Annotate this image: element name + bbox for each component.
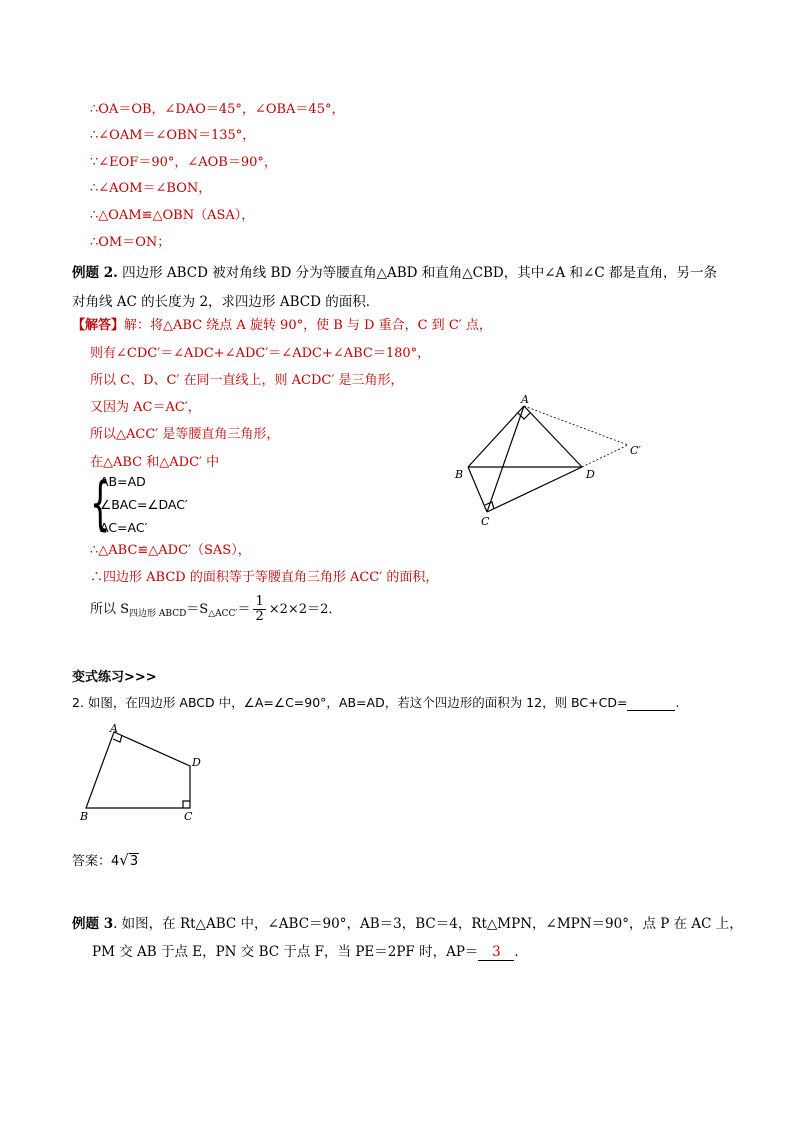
example3-line-2	[92, 940, 528, 961]
label-d: D	[192, 756, 201, 769]
label-a: A	[521, 393, 529, 406]
proof-line-6: ∴OM＝ON；	[90, 235, 171, 250]
area-sub-quad: 四边形 ABCD	[129, 609, 187, 619]
example2-figure	[448, 392, 658, 530]
answer-coefficient: 4	[111, 854, 120, 869]
answer-blank	[627, 695, 675, 711]
label-c: C	[184, 810, 193, 823]
example3-answer: 3	[478, 944, 514, 961]
square-root	[119, 851, 139, 869]
area-tail: ×2×2＝2．	[268, 602, 342, 617]
variant-figure	[76, 720, 206, 826]
example2-text-1: 四边形 ABCD 被对角线 BD 分为等腰直角△ABD 和直角△CBD，其中∠A 和∠C 都是直角，另一条	[122, 265, 717, 281]
area-eq2: ＝	[237, 602, 251, 617]
solution-step-1: 则有∠CDC′＝∠ADC+∠ADC′＝∠ADC+∠ABC＝180°，	[90, 346, 431, 361]
example3-text-2: PM 交 AB 于点 E，PN 交 BC 于点 F，当 PE＝2PF 时，AP＝	[92, 944, 479, 960]
label-b: B	[80, 810, 89, 823]
variant-answer	[72, 850, 139, 869]
area-eq: ＝S	[186, 602, 209, 617]
variant-question-end: .	[675, 695, 680, 710]
proof-line-3: ∵∠EOF＝90°，∠AOB＝90°，	[90, 155, 277, 170]
solution-after-2: ∴四边形 ABCD 的面积等于等腰直角三角形 ACC′ 的面积，	[90, 570, 439, 585]
proof-line-2: ∴∠OAM＝∠OBN＝135°，	[90, 128, 256, 143]
example3-text-1: . 如图，在 Rt△ABC 中，∠ABC＝90°，AB＝3，BC＝4，Rt△MPN，∠MPN＝90°，点 P 在 AC 上，	[113, 916, 743, 932]
proof-line-4: ∴∠AOM＝∠BON，	[90, 181, 212, 196]
answer-intro: 解：将△ABC 绕点 A 旋转 90°，使 B 与 D 重合，C 到 C′ 点，	[124, 318, 492, 333]
label-d: D	[586, 468, 595, 481]
example3-label: 例题 3	[72, 916, 114, 932]
variant-heading: 变式练习>>>	[72, 670, 157, 685]
example2-line-2: 对角线 AC 的长度为 2，求四边形 ABCD 的面积．	[72, 294, 380, 310]
quadrilateral-abcd	[86, 732, 190, 808]
sqrt-sign: √	[119, 851, 129, 869]
label-c-prime: C′	[630, 444, 641, 457]
fraction-denominator: 2	[255, 609, 264, 624]
diagonal-ac	[487, 406, 524, 512]
congruence-system	[90, 469, 230, 538]
answer-label: 答案：	[72, 854, 112, 869]
example2-line-1	[72, 261, 717, 281]
dotted-line-ac-prime	[524, 406, 628, 445]
edge-ab	[468, 406, 524, 467]
solution-step-2: 所以 C、D、C′ 在同一直线上，则 ACDC′ 是三角形，	[90, 373, 404, 388]
solution-after-1: ∴△ABC≌△ADC′（SAS），	[90, 543, 251, 558]
solution-step-4: 所以△ACC′ 是等腰直角三角形，	[90, 427, 280, 442]
example3-text-end: ．	[514, 944, 528, 960]
right-angle-mark-c	[183, 801, 190, 808]
area-formula	[90, 592, 341, 632]
variant-question-text: 如图，在四边形 ABCD 中，∠A=∠C=90°，AB=AD，若这个四边形的面积为 12，则 BC+CD=	[87, 695, 628, 710]
solution-step-5: 在△ABC 和△ADC′ 中	[90, 455, 220, 470]
answer-intro-line	[72, 313, 492, 339]
example2-label: 例题 2.	[72, 265, 118, 281]
label-b: B	[455, 468, 464, 481]
edge-bc	[468, 467, 487, 512]
variant-question	[72, 693, 679, 711]
system-line-2: ∠BAC=∠DAC′	[100, 497, 188, 512]
answer-tag: 【解答】	[72, 318, 125, 333]
system-line-1: AB=AD	[100, 474, 146, 489]
system-line-3: AC=AC′	[100, 520, 148, 535]
area-sub-tri: △ACC′	[208, 609, 238, 619]
area-prefix: 所以 S	[90, 602, 130, 617]
edge-ad	[524, 406, 582, 467]
fraction-numerator: 1	[255, 594, 264, 609]
proof-line-1: ∴OA＝OB，∠DAO＝45°，∠OBA＝45°，	[90, 102, 345, 117]
left-brace: {	[90, 469, 111, 537]
variant-question-number: 2.	[72, 695, 84, 710]
answer-radicand: 3	[129, 854, 139, 869]
area-fraction	[253, 595, 265, 624]
label-a: A	[110, 722, 118, 735]
example3-line-1	[72, 912, 743, 932]
edge-cd	[487, 467, 582, 512]
dotted-line-dc-prime	[582, 445, 628, 467]
solution-step-3: 又因为 AC＝AC′，	[90, 400, 201, 415]
label-c: C	[481, 515, 490, 528]
right-angle-mark-a	[113, 735, 122, 742]
proof-line-5: ∴△OAM≌△OBN（ASA），	[90, 208, 255, 223]
